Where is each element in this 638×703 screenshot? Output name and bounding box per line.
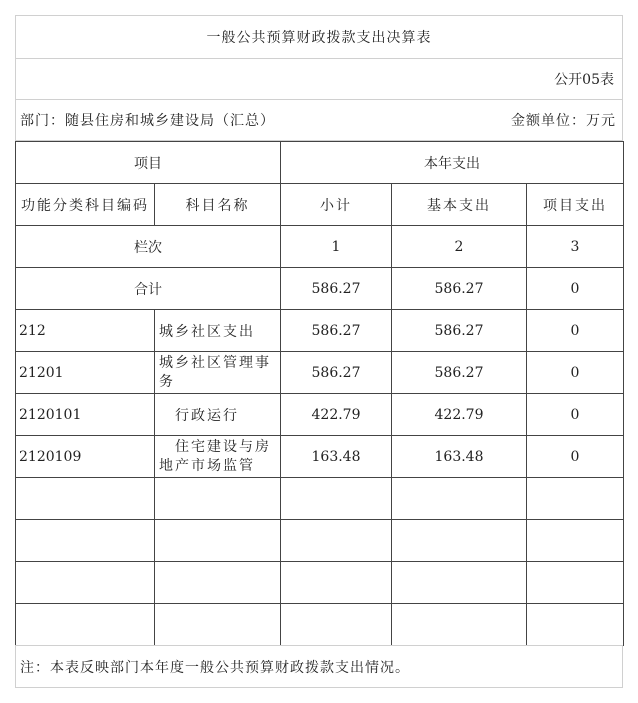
header-current-year: 本年支出: [281, 142, 624, 184]
row-code: 21201: [16, 352, 155, 394]
empty-cell: [281, 604, 392, 646]
total-label: 合计: [16, 268, 281, 310]
expenditure-table: [15, 141, 624, 646]
header-row-2: [16, 184, 624, 226]
report-code: 公开05表: [554, 72, 614, 88]
row-basic: 422.79: [392, 394, 527, 436]
total-project-exp: 0: [527, 268, 624, 310]
row-project-exp: 0: [527, 436, 624, 478]
empty-cell: [155, 604, 281, 646]
row-subtotal: 422.79: [281, 394, 392, 436]
note-text: 注：本表反映部门本年度一般公共预算财政拨款支出情况。: [20, 659, 410, 676]
empty-cell: [392, 562, 527, 604]
row-name: 行政运行: [155, 394, 281, 436]
header-project: 项目: [16, 142, 281, 184]
empty-cell: [527, 520, 624, 562]
row-code: 2120101: [16, 394, 155, 436]
empty-cell: [527, 604, 624, 646]
header-basic: 基本支出: [392, 184, 527, 226]
total-row: [16, 268, 624, 310]
header-project-exp: 项目支出: [527, 184, 624, 226]
report-title: [15, 15, 623, 59]
column-index-label: 栏次: [16, 226, 281, 268]
table-row: [16, 352, 624, 394]
row-project-exp: 0: [527, 394, 624, 436]
empty-row: [16, 604, 624, 646]
empty-cell: [155, 520, 281, 562]
row-basic: 586.27: [392, 352, 527, 394]
row-name: 城乡社区管理事务: [155, 352, 281, 394]
empty-cell: [392, 604, 527, 646]
total-subtotal: 586.27: [281, 268, 392, 310]
row-name: 住宅建设与房地产市场监管: [155, 436, 281, 478]
unit-label: 金额单位：万元: [511, 113, 616, 129]
empty-cell: [392, 478, 527, 520]
empty-cell: [155, 562, 281, 604]
row-basic: 163.48: [392, 436, 527, 478]
column-index-3: 3: [527, 226, 624, 268]
report-title-text: 一般公共预算财政拨款支出决算表: [206, 30, 432, 46]
report-code-row: [15, 58, 623, 100]
column-index-row: [16, 226, 624, 268]
empty-row: [16, 520, 624, 562]
empty-cell: [281, 562, 392, 604]
empty-cell: [16, 478, 155, 520]
column-index-2: 2: [392, 226, 527, 268]
empty-cell: [527, 562, 624, 604]
empty-cell: [527, 478, 624, 520]
empty-cell: [16, 562, 155, 604]
empty-cell: [16, 604, 155, 646]
header-row-1: [16, 142, 624, 184]
row-name: 城乡社区支出: [155, 310, 281, 352]
empty-cell: [16, 520, 155, 562]
column-index-1: 1: [281, 226, 392, 268]
empty-row: [16, 478, 624, 520]
empty-row: [16, 562, 624, 604]
row-project-exp: 0: [527, 310, 624, 352]
row-basic: 586.27: [392, 310, 527, 352]
empty-cell: [155, 478, 281, 520]
department-label: 部门：随县住房和城乡建设局（汇总）: [20, 113, 275, 129]
row-subtotal: 586.27: [281, 310, 392, 352]
table-row: [16, 394, 624, 436]
department-row: [15, 99, 623, 141]
table-row: [16, 436, 624, 478]
empty-cell: [281, 520, 392, 562]
header-subtotal: 小计: [281, 184, 392, 226]
row-code: 212: [16, 310, 155, 352]
empty-cell: [392, 520, 527, 562]
row-code: 2120109: [16, 436, 155, 478]
note-row: [15, 645, 623, 688]
header-code: 功能分类科目编码: [16, 184, 155, 226]
empty-cell: [281, 478, 392, 520]
total-basic: 586.27: [392, 268, 527, 310]
row-subtotal: 586.27: [281, 352, 392, 394]
row-project-exp: 0: [527, 352, 624, 394]
row-subtotal: 163.48: [281, 436, 392, 478]
header-name: 科目名称: [155, 184, 281, 226]
table-row: [16, 310, 624, 352]
